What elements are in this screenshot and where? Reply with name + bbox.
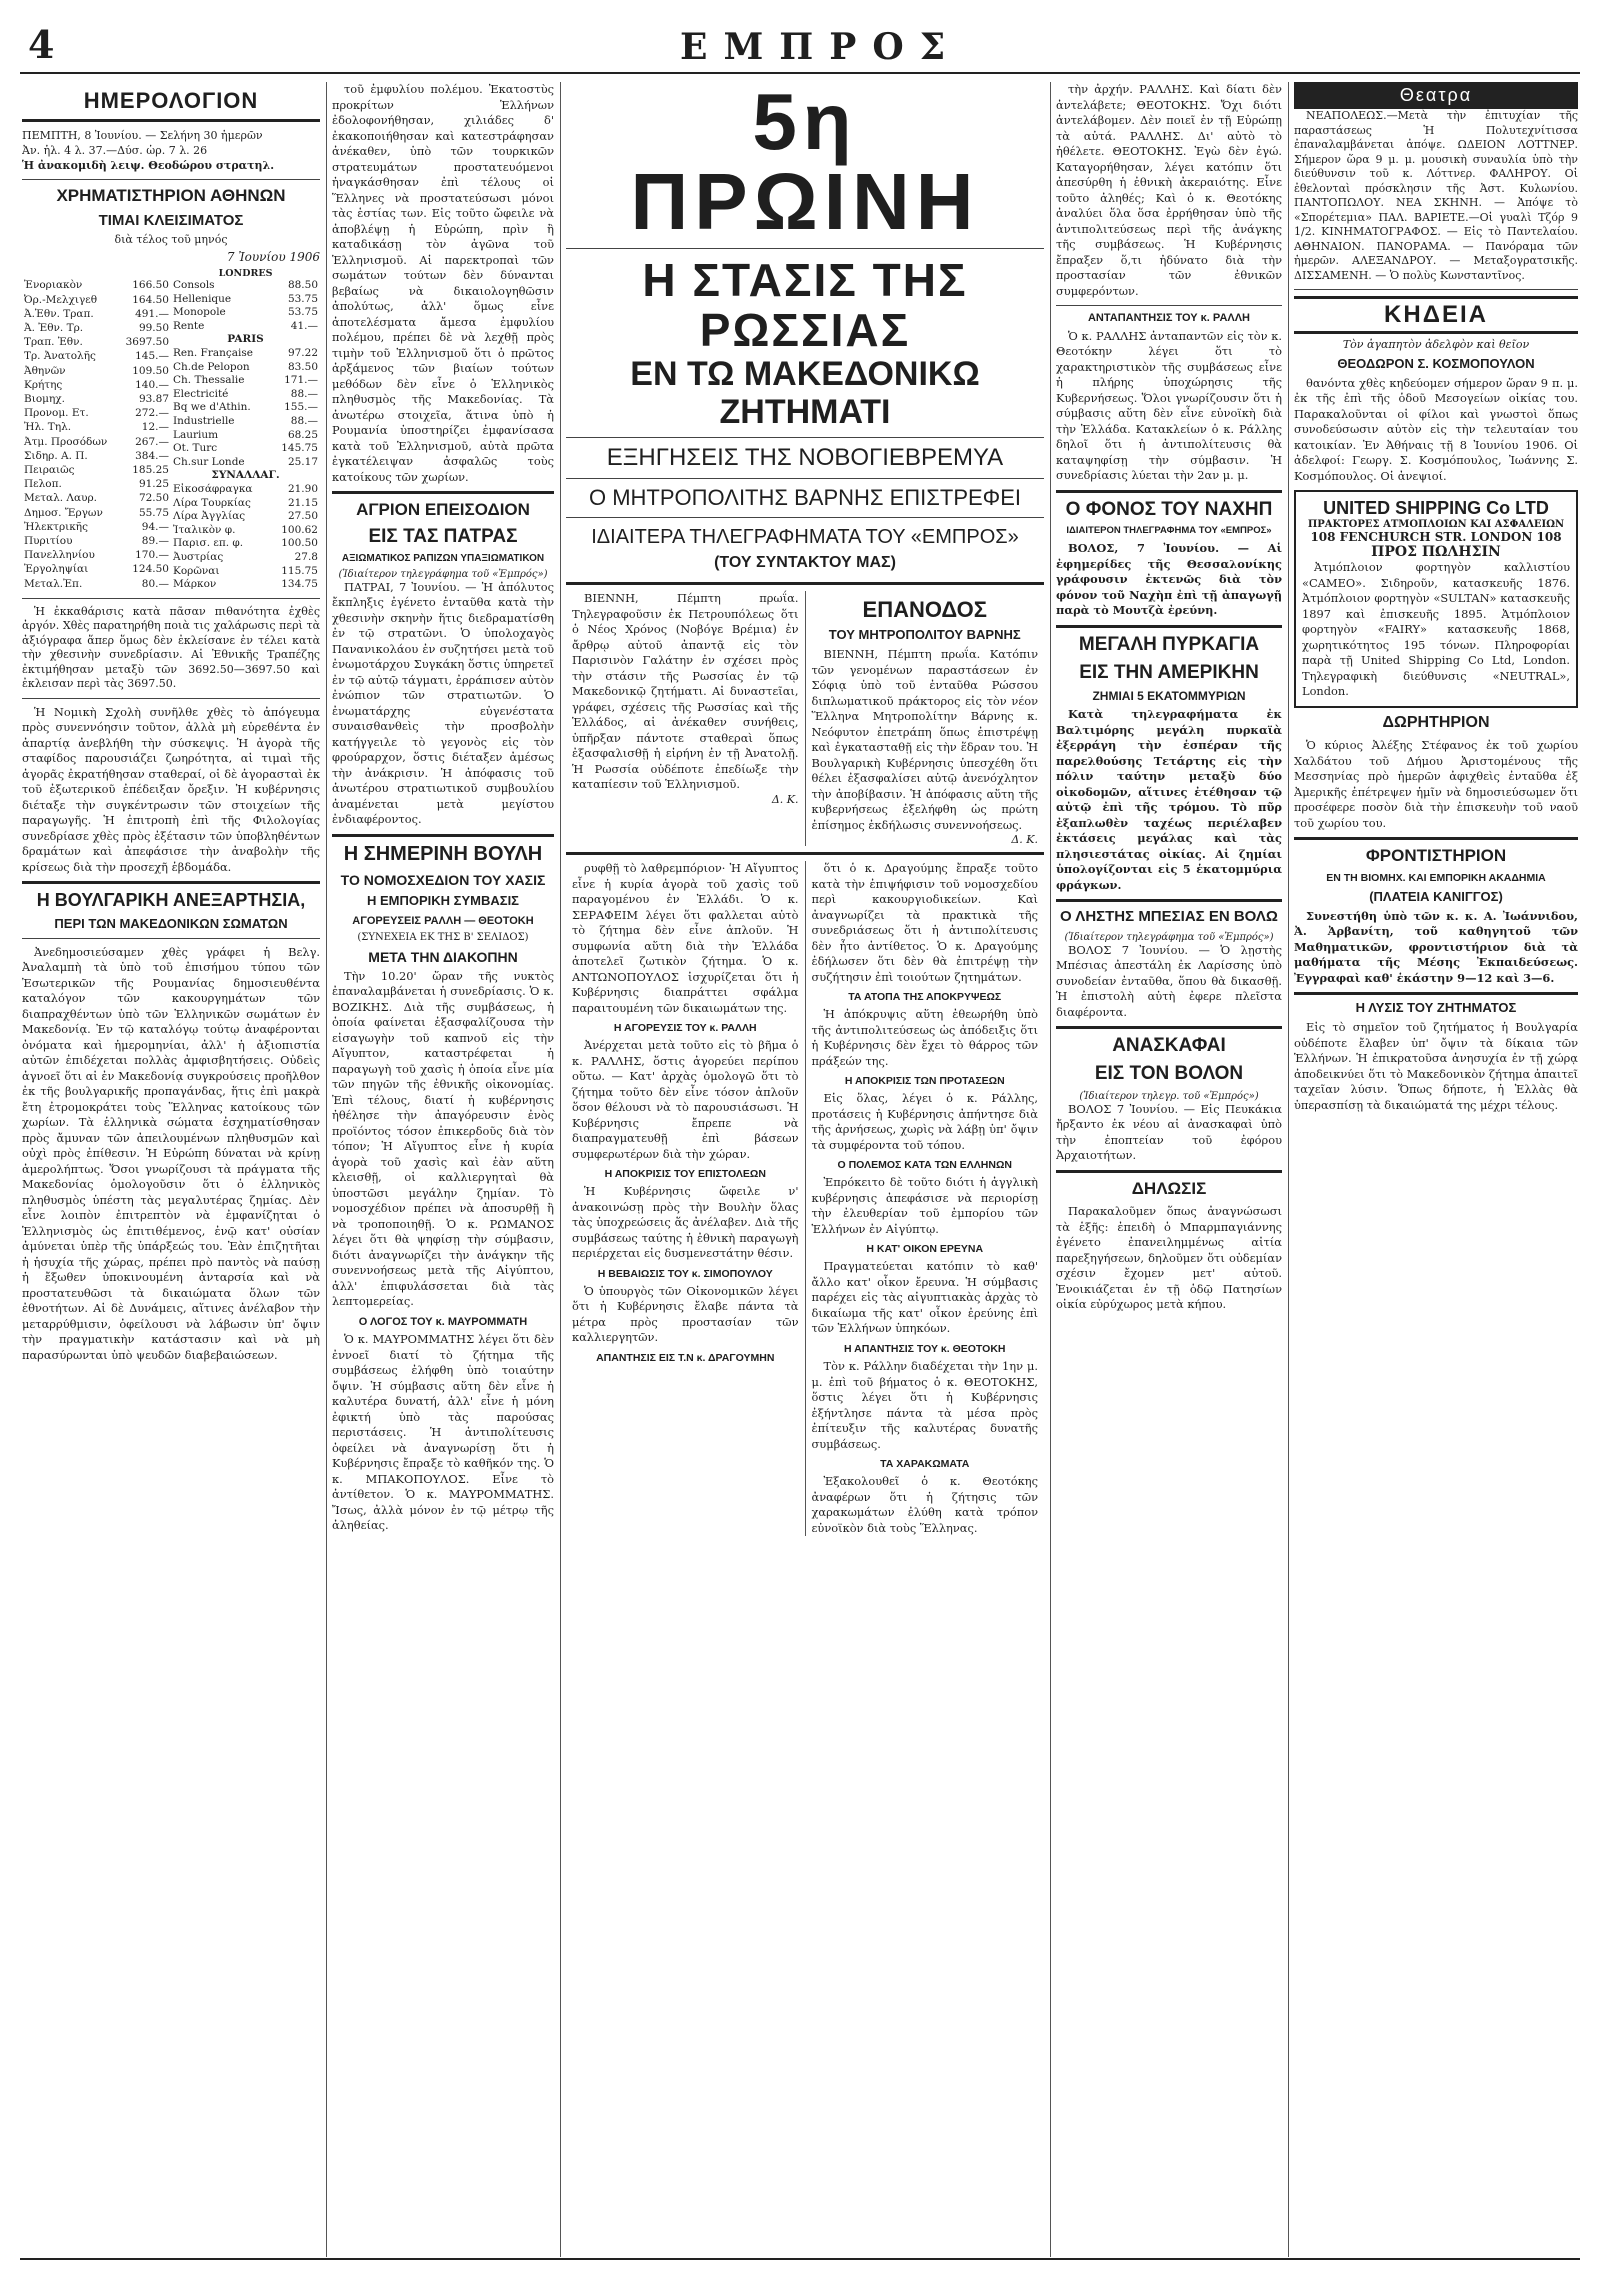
rates-group-header xyxy=(171,333,320,347)
rates-row xyxy=(171,524,320,538)
rates-label: Rente xyxy=(173,319,205,332)
rates-row xyxy=(22,535,171,549)
bottom-rule xyxy=(20,2258,1580,2260)
column-rule xyxy=(1050,82,1051,2257)
headline-tertiary: ΕΝ ΤΩ ΜΑΚΕΔΟΝΙΚΩ ΖΗΤΗΜΑΤΙ xyxy=(630,355,980,431)
section-title: ΔΩΡΗΤΗΡΙΟΝ xyxy=(1382,713,1490,731)
calendar-line: Ἀν. ἡλ. 4 λ. 37.—Δύσ. ὡρ. 7 λ. 26 xyxy=(22,144,208,158)
section-title: ΕΙΣ ΤΟΝ ΒΟΛΟΝ xyxy=(1094,1062,1244,1084)
section-title: ΑΓΡΙΟΝ ΕΠΕΙΣΟΔΙΟΝ xyxy=(356,500,530,519)
rates-row xyxy=(171,320,320,334)
rates-value: 21.15 xyxy=(287,496,318,509)
rates-label: Προνομ. Ετ. xyxy=(24,407,89,420)
section-subtitle: Η ΑΠΟΚΡΙΣΙΣ ΤΟΥ ΕΠΙΣΤΟΛΕΩΝ xyxy=(604,1168,766,1181)
column-rule xyxy=(560,82,561,2257)
rates-row xyxy=(171,456,320,470)
rates-label: Πειραιῶς xyxy=(24,464,75,477)
rates-value: 99.50 xyxy=(138,322,169,334)
rates-label: Laurium xyxy=(173,428,219,441)
rates-label: Hellenique xyxy=(173,292,232,305)
funeral-subtitle: Τὸν ἀγαπητὸν ἀδελφὸν καὶ θεῖον xyxy=(1342,338,1530,351)
rates-row xyxy=(171,551,320,565)
section-subtitle: ΑΓΟΡΕΥΣΕΙΣ ΡΑΛΛΗ — ΘΕΟΤΟΚΗ xyxy=(352,914,534,927)
headline-sub: ΙΔΙΑΙΤΕΡΑ ΤΗΛΕΓΡΑΦΗΜΑΤΑ ΤΟΥ «ΕΜΠΡΟΣ» xyxy=(591,526,1019,548)
column-3 xyxy=(566,82,1044,2252)
rates-value: 171.— xyxy=(284,374,318,387)
rates-value: 93.87 xyxy=(138,393,169,406)
rates-label: Ren. Française xyxy=(173,347,253,360)
article-paragraph: Τὸν κ. Ράλλην διαδέχεται τὴν 1ην μ. μ. ἐπὶ τοῦ βήματος ὁ κ. ΘΕΟΤΟΚΗΣ, ὅστις λέγει ὅτι ἡ Κυβέρνησις ἐξήντλησε πάντα τὰ μέσα πρὸς ἐπίτευξιν τῆς καλυτέρας δυνατῆς συμβάσεως. xyxy=(811,1359,1038,1451)
column-1 xyxy=(22,82,320,2252)
rates-row xyxy=(22,379,171,393)
headline-sub: Ο ΜΗΤΡΟΠΟΛΙΤΗΣ ΒΑΡΝΗΣ ΕΠΙΣΤΡΕΦΕΙ xyxy=(588,485,1022,510)
headline-secondary: Η ΣΤΑΣΙΣ ΤΗΣ ΡΩΣΣΙΑΣ xyxy=(642,254,968,356)
article-paragraph: Ὁ ὑπουργὸς τῶν Οἰκονομικῶν λέγει ὅτι ἡ Κυβέρνησις ἔλαβε πάντα τὰ μέτρα πρὸς προστασίαν τῶν καλλιεργητῶν. xyxy=(572,1283,799,1345)
rates-row xyxy=(171,361,320,375)
rates-value: 72.50 xyxy=(138,492,169,505)
divider xyxy=(22,881,320,884)
rates-value: 94.— xyxy=(141,520,169,533)
rates-label: Λίρα Ἀγγλίας xyxy=(173,510,246,523)
section-subtitle: ΤΟ ΝΟΜΟΣΧΕΔΙΟΝ ΤΟΥ ΧΑΣΙΣ xyxy=(340,871,546,888)
funeral-name: ΘΕΟΔΩΡΟΝ Σ. ΚΟΣΜΟΠΟΥΛΟΝ xyxy=(1337,356,1535,371)
signature: Δ. Κ. xyxy=(1011,833,1038,847)
rates-value: 21.90 xyxy=(287,483,318,495)
rates-value: 27.8 xyxy=(294,550,318,563)
subcolumn-right xyxy=(805,861,1045,1536)
section-subtitle: Η ΑΓΟΡΕΥΣΙΣ ΤΟΥ κ. ΡΑΛΛΗ xyxy=(613,1022,757,1035)
divider xyxy=(1294,837,1578,840)
signature: Δ. Κ. xyxy=(771,792,799,806)
headline-block xyxy=(566,82,1044,576)
section-title: ΕΙΣ ΤΗΝ ΑΜΕΡΙΚΗΝ xyxy=(1079,661,1259,683)
rates-value: 140.— xyxy=(135,378,169,391)
article-paragraph: τοῦ ἐμφυλίου πολέμου. Ἐκατοστὺς προκρίτων Ἑλλήνων ἐδολοφονήθησαν, χιλιάδες δ' ἐκακοποιήθησαν καὶ κατεστράφησαν ἀνέκαθεν, ὑπὸ τῶν τουρκικῶν στρατευμάτων προστατευόμενοι ἠναγκάσθησαν ἐπὶ τέλους οἱ Ἕλληνες νὰ προστατεύσωσι μόνοι τὰς ἑστίας των. Εἰς τοῦτο ὤφειλε νὰ ἀποβλέψῃ ἡ Εὐρώπη, πρὶν ἢ καταδικάσῃ τὸν ἀγῶνα τοῦ Ἑλληνισμοῦ. Αἱ παρεκτροπαὶ τῶν σωμάτων τούτων δὲν δύνανται βεβαίως νὰ δικαιολογηθῶσιν ἀπολύτως, ἀλλ' ὅμως εἶνε ἀποτελέσματα ἄμεσα ἐμφυλίου πολέμου, πρέπει δὲ νὰ λεχθῇ πρὸς τιμὴν τοῦ Ἑλληνισμοῦ ὅτι ὁ πρῶτος ἀρξάμενος τῶν βιαίων τούτων μεθόδων δὲν εἶνε ὁ Ἑλληνικὸς πληθυσμὸς τῆς Μακεδονίας. Τὰ ἀνωτέρω στοιχεῖα, ἅτινα ὑπὸ ἡ Ρουμανία ὑποστηρίζει ἐμφανίσασα κατὰ τοῦ Ἑλληνισμοῦ, αὐτὰ πρῶτα ἐγκατέλειψαν ἀσφαλῶς τοὺς κατοίκους τῶν χωρίων. xyxy=(332,82,554,484)
divider xyxy=(22,119,320,122)
calendar-title: ΗΜΕΡΟΛΟΓΙΟΝ xyxy=(83,88,259,113)
section-subtitle: ΑΝΤΑΠΑΝΤΗΣΙΣ ΤΟΥ κ. ΡΑΛΛΗ xyxy=(1087,312,1251,324)
rates-label: Ἀτμ. Προσόδων xyxy=(24,435,108,448)
column-rule xyxy=(1288,82,1289,2257)
rates-row xyxy=(22,293,171,307)
rates-value: 88.— xyxy=(290,415,318,428)
rates-label: Πανελληνίου xyxy=(24,549,95,562)
rates-label: Κρήτης xyxy=(24,378,63,391)
rates-subtitle: διὰ τέλος τοῦ μηνός xyxy=(114,233,228,247)
rates-value: 12.— xyxy=(141,421,169,434)
rates-value: 97.22 xyxy=(287,347,318,360)
lower-subcolumns xyxy=(566,861,1044,1536)
rates-row xyxy=(171,306,320,320)
article-paragraph: ΒΟΛΟΣ 7 Ἰουνίου. — Ὁ λῃστὴς Μπέσιας ἀπεστάλη ἐκ Λαρίσσης ὑπὸ συνοδείαν ἐνταῦθα, ὅπου θὰ δικασθῇ. Ἡ ἐπιστολὴ αὐτὴ ἐφερε πλεῖστα διαφέροντα. xyxy=(1056,942,1282,1019)
rates-row xyxy=(22,506,171,520)
rates-date: 7 Ἰουνίου 1906 xyxy=(226,250,320,265)
rates-row xyxy=(171,578,320,592)
rates-label: Δημοσ. Ἔργων xyxy=(24,506,103,519)
article-paragraph: Ὁ κ. ΜΑΥΡΟΜΜΑΤΗΣ λέγει ὅτι δὲν ἐννοεῖ διατί τὸ ζήτημα τῆς συμβάσεως ἐλήφθη ὑπὸ τοιαύτην ὄψιν. Ἡ σύμβασις αὕτη δὲν εἶνε ἡ καλυτέρα δυνατή, ἀλλ' εἶνε ἡ μόνη ἐφικτή ὑπὸ τὰς παρούσας περιστάσεις. Ἡ ἀντιπολίτευσις ὀφείλει νὰ ἀναγνωρίσῃ ὅτι ἡ Κυβέρνησις ἔπραξε τὸ καθῆκόν της. Ὁ κ. ΜΠΑΚΟΠΟΥΛΟΣ. Εἶνε τὸ ἀντίθετον. Ὁ κ. ΜΑΥΡΟΜΜΑΤΗΣ. Ἴσως, ἀλλὰ μόνον ἐν τῷ μέτρῳ τῆς ἀληθείας. xyxy=(332,1332,554,1533)
rates-value: 27.50 xyxy=(287,510,318,523)
section-subtitle: Η ΑΠΑΝΤΗΣΙΣ ΤΟΥ κ. ΘΕΟΤΟΚΗ xyxy=(844,1342,1006,1355)
article-paragraph: Ἡ ἀπόκρυψις αὕτη ἐθεωρήθη ὑπὸ τῆς ἀντιπολιτεύσεως ὡς ἀπόδειξις ὅτι ἡ Κυβέρνησις δὲν ἔχει τὸ θάρρος τῶν πράξεών της. xyxy=(811,1007,1038,1068)
rates-value: 491.— xyxy=(135,307,169,320)
rates-value: 272.— xyxy=(135,407,169,420)
rates-row xyxy=(171,429,320,443)
rates-row xyxy=(22,464,171,478)
article-paragraph: ΒΟΛΟΣ 7 Ἰουνίου. — Εἰς Πευκάκια ἤρξαντο ἐκ νέου αἱ ἀνασκαφαὶ ὑπὸ τὴν ἐποπτείαν τοῦ ἐφόρου Ἀρχαιοτήτων. xyxy=(1056,1101,1282,1163)
rates-note: Ἡ ἐκκαθάρισις κατὰ πᾶσαν πιθανότητα ἐχθὲς ἀργόν. Χθὲς παρατηρήθη ποιὰ τις χαλάρωσις περὶ τὰ ἀξιόγραφα ἅπερ ὅμως δὲν ἐκλείσανε ἐν τέλει κατὰ τὴν χθεσινὴν συνεδρίασιν. Αἱ Ἐθνικῆς Τραπέζης ἐκτιμήθησαν μεταξὺ τῶν 3692.50—3697.50 καὶ ἐκλεισαν περὶ τὰς 3697.50. xyxy=(22,604,320,691)
rates-value: 164.50 xyxy=(132,293,169,306)
section-subtitle: ΠΕΡΙ ΤΩΝ ΜΑΚΕΔΟΝΙΚΩΝ ΣΩΜΑΤΩΝ xyxy=(54,915,288,931)
rates-row xyxy=(22,492,171,506)
section-subtitle: Ο ΛΟΓΟΣ ΤΟΥ κ. ΜΑΥΡΟΜΜΑΤΗ xyxy=(358,1315,528,1328)
divider xyxy=(566,517,1044,518)
exchange-title: ΧΡΗΜΑΤΙΣΤΗΡΙΟΝ ΑΘΗΝΩΝ xyxy=(56,186,286,206)
section-source: (Ἰδιαίτερον τηλεγράφημα τοῦ «Ἐμπρός») xyxy=(1064,931,1274,943)
rates-label: Πελοπ. xyxy=(24,478,62,491)
article-paragraph: θανόντα χθὲς κηδεύομεν σήμερον ὥραν 9 π. μ. ἐκ τῆς ἐπὶ τῆς ὁδοῦ Μεσογείων οἰκίας του. Παρακαλοῦνται οἱ φίλοι καὶ γνωστοὶ ὅπως συνοδεύσωσιν αὐτὸν εἰς τὴν τελευταίαν του κατοικίαν. Ἐν Ἀθήναις τῇ 8 Ἰουνίου 1906. Οἱ ἀδελφοί: Γεωργ. Σ. Κοσμόπουλος, Ἰωάννης Σ. Κοσμόπουλος. Οἱ ἀνεψιοί. xyxy=(1294,375,1578,483)
rates-value: 55.75 xyxy=(138,506,169,519)
rates-value: 100.62 xyxy=(281,523,318,536)
rates-row xyxy=(22,450,171,464)
rates-label: Βιομηχ. xyxy=(24,393,65,406)
article-paragraph: Ἐξακολουθεῖ ὁ κ. Θεοτόκης ἀναφέρων ὅτι ἡ ζήτησις τῶν χαρακωμάτων ἐλύθη κατὰ τρόπον εὐνοϊκὸν διὰ τοὺς Ἕλληνας. xyxy=(811,1474,1038,1535)
section-title: Ο ΛΗΣΤΗΣ ΜΠΕΣΙΑΣ ΕΝ ΒΟΛΩ xyxy=(1060,908,1278,926)
column-2 xyxy=(332,82,554,2252)
funeral-banner: ΚΗΔΕΙΑ xyxy=(1294,296,1578,334)
rates-value: 53.75 xyxy=(287,306,318,319)
ad-title: UNITED SHIPPING Co LTD xyxy=(1323,498,1549,519)
rates-label: Εἰκοσάφραγκα xyxy=(173,483,253,495)
rates-label: Τρ. Ἀνατολῆς xyxy=(24,350,96,363)
divider xyxy=(1056,625,1282,628)
rates-row xyxy=(171,483,320,497)
rates-value: 3697.50 xyxy=(125,336,169,349)
rates-row xyxy=(171,442,320,456)
article-paragraph: ΒΟΛΟΣ, 7 Ἰουνίου. — Αἱ ἐφημερίδες τῆς Θεσσαλονίκης γράφουσιν ἐκτενῶς διὰ τὸν φόνον τοῦ Ναχὴπ ἐπὶ τῇ ἀπαγωγῇ παρὰ τὸ Μουτζὰ ἐρεύνη. xyxy=(1056,541,1282,618)
section-subtitle: Η ΒΕΒΑΙΩΣΙΣ ΤΟΥ κ. ΣΙΜΟΠΟΥΛΟΥ xyxy=(597,1267,773,1280)
rates-label: Ἰταλικὸν φ. xyxy=(173,523,236,536)
rates-label: Ch. Thessalie xyxy=(173,374,245,387)
section-subtitle: ΕΝ ΤΗ ΒΙΟΜΗΧ. ΚΑΙ ΕΜΠΟΡΙΚΗ ΑΚΑΔΗΜΙΑ xyxy=(1326,871,1546,884)
article-paragraph: Παρακαλοῦμεν ὅπως ἀναγνώσωσι τὰ ἑξῆς: ἐπειδὴ ὁ Μπαρμπαγιάννης ἐγένετο ἐπανειλημμένως αἰτία παρεξηγήσεων, δηλοῦμεν ὅτι οὐδεμίαν σχέσιν ἔχομεν μετ' αὐτοῦ. Ἐνοικιάζεται ἐν τῇ ὁδῷ Πατησίων οἰκία εὐρύχωρος μετὰ κήπου. xyxy=(1056,1204,1282,1312)
article-paragraph: ΠΑΤΡΑΙ, 7 Ἰουνίου. — Ἡ ἀπόλυτος ἔκπληξις ἐγένετο ἐνταῦθα κατὰ τὴν χθεσινὴν σκηνὴν ἥτις διεδραματίσθη ἐν τῷ στρατῶνι. Ὁ ὑπολοχαγὸς Πανανικολάου ἐν συζητήσει μετὰ τοῦ ἐνωμοτάρχου Συγκάκη ὅστις ὑπηρετεῖ ἐν τῷ αὐτῷ τάγματι, ἐρράπισεν αὐτὸν ἐνώπιον τῶν στρατιωτῶν. Ὁ ἐνωματάρχης εὐγενέστατα συναισθανθεὶς τὴν προσβολὴν κατήγγειλε τὸ γεγονὸς εἰς τὸν φρούραρχον, ὅστις διέταξεν ἀμέσως τὴν ἀνάκρισιν. Ἡ ἀπόφασις τοῦ ἀνωτέρου στρατιωτικοῦ συμβουλίου ἀναμένεται μετὰ μεγίστου ἐνδιαφέροντος. xyxy=(332,579,554,827)
article-paragraph: Εἰς τὸ σημεῖον τοῦ ζητήματος ἡ Βουλγαρία οὐδέποτε ἔλαβεν ὑπ' ὄψιν τὰ δίκαια τῶν Ἑλλήνων. Ἡ ἐπικρατοῦσα ἀνησυχία ἐν τῇ χώρᾳ ἀποδεικνύει ὅτι τὸ Μακεδονικὸν ζήτημα ἀπαιτεῖ ταχεῖαν λύσιν. Ὅπως δήποτε, ἡ Ἑλλὰς θὰ ὑπερασπίσῃ τὰ δικαιώματά της μέχρι τέλους. xyxy=(1294,1020,1578,1112)
divider xyxy=(1294,289,1578,290)
rates-title: ΤΙΜΑΙ ΚΛΕΙΣΙΜΑΤΟΣ xyxy=(98,211,244,229)
section-subtitle: ΖΗΜΙΑΙ 5 ΕΚΑΤΟΜΜΥΡΙΩΝ xyxy=(1092,688,1246,703)
column-5 xyxy=(1294,82,1578,2252)
rates-row xyxy=(171,279,320,293)
rates-label: Electricité xyxy=(173,387,229,400)
rates-value: 41.— xyxy=(290,319,318,332)
rates-value: 53.75 xyxy=(287,292,318,305)
section-title: ΕΠΑΝΟΔΟΣ xyxy=(862,597,987,622)
divider xyxy=(1056,1170,1282,1173)
article-paragraph: Εἰς ὅλας, λέγει ὁ κ. Ράλλης, προτάσεις ἡ Κυβέρνησις ἀπήντησε διὰ τῆς ἀρνήσεως, χωρὶς νὰ λάβῃ ὑπ' ὄψιν τὰ συμφέροντα τοῦ τόπου. xyxy=(811,1091,1038,1152)
rates-label: Ch.sur Londe xyxy=(173,455,245,468)
divider xyxy=(566,248,1044,249)
headline-sub: ΕΞΗΓΗΣΕΙΣ ΤΗΣ ΝΟΒΟΓΙΕΒΡΕΜΥΑ xyxy=(606,444,1004,471)
section-subtitle: ΑΠΑΝΤΗΣΙΣ ΕΙΣ Τ.Ν κ. ΔΡΑΓΟΥΜΗΝ xyxy=(596,1351,775,1364)
rates-group-label: PARIS xyxy=(227,333,264,346)
rates-value: 88.50 xyxy=(287,279,318,292)
ad-text: Ἀτμόπλοιον φορτηγὸν καλλιστίου «CAMEO». Σιδηροῦν, κατασκευῆς 1876. Ἀτμόπλοιον φορτηγὸν «SULTAN» κατασκευῆς 1897 καὶ ἐπισκευῆς 1895. Ἀτμόπλοιον φορτηγὸν «FAIRY» κατασκευῆς 1868, χωρητικότητος 195 τόνων. Πληροφορίαι παρὰ τῇ United Shipping Co Ltd, London. Τηλεγραφικὴ διεύθυνσις «NEUTRAL», London. xyxy=(1302,560,1570,699)
rates-london-label: LONDRES xyxy=(218,268,273,280)
divider xyxy=(22,938,320,939)
rates-row xyxy=(22,563,171,577)
article-paragraph: Πραγματεύεται κατόπιν τὸ καθ' ἄλλο κατ' οἶκον ἔρευνα. Ἡ σύμβασις παρέχει εἰς τὰς αἰγυπτιακὰς ἀρχὰς τὸ δικαίωμα τῆς κατ' οἶκον ἐρεύνης ἐπὶ τῶν Ἑλλήνων ὑπηκόων. xyxy=(811,1259,1038,1336)
section-subtitle: Η ΛΥΣΙΣ ΤΟΥ ΖΗΤΗΜΑΤΟΣ xyxy=(1355,1000,1517,1016)
section-title: ΕΙΣ ΤΑΣ ΠΑΤΡΑΣ xyxy=(368,525,518,547)
article-paragraph: Κατὰ τηλεγραφήματα ἐκ Βαλτιμόρης μεγάλη πυρκαϊὰ ἐξερράγη τὴν ἑσπέραν τῆς παρελθούσης Τετάρτης εἰς τὴν πόλιν ταύτην μεταξὺ δύο οἰκοδομῶν, αἵτινες ἐτέθησαν τῷ αὐτῷ ἐπὶ τῆς τρόμου. Τὸ πῦρ ἐξαπλωθὲν ταχέως περιέλαβεν ἐκτάσεις μεγάλας καὶ τὰς πλησιεστάτας οἰκίας. Αἱ ζημίαι ὑπολογίζονται εἰς 5 ἑκατομμύρια φράγκων. xyxy=(1056,707,1282,892)
article-paragraph: Ὁ κύριος Ἀλέξης Στέφανος ἐκ τοῦ χωρίου Χαλδάτου τοῦ Δήμου Ἀριστομένους τῆς Μεσσηνίας πρὸ ἡμερῶν ἀφιχθεὶς ἐνταῦθα ἐξ Ἀμερικῆς ἐπέτρεψεν ἡμῖν νὰ δημοσιεύσωμεν ὅτι προσέφερε ποσὸν διὰ τὴν ἐπισκευὴν τοῦ ναοῦ τοῦ χωρίου του. xyxy=(1294,738,1578,830)
rates-value: 185.25 xyxy=(132,464,169,477)
rates-row xyxy=(22,478,171,492)
section-title: ΦΡΟΝΤΙΣΤΗΡΙΟΝ xyxy=(1365,846,1507,866)
rates-label: Bq we d'Athin. xyxy=(173,401,251,414)
section-subtitle: Η ΚΑΤ' ΟΙΚΟΝ ΕΡΕΥΝΑ xyxy=(866,1243,984,1256)
rates-group-label: ΣΥΝΑΛΛΑΓ. xyxy=(211,469,280,482)
section-source: (Ἰδιαίτερον τηλεγράφημα τοῦ «Ἐμπρός») xyxy=(338,568,548,580)
rates-label: Ὀρ.-Μελχιγεθ xyxy=(24,293,98,306)
rates-label: Λίρα Τουρκίας xyxy=(173,496,251,509)
article-paragraph: Τὴν 10.20' ὥραν τῆς νυκτὸς ἐπαναλαμβάνεται ἡ συνεδρίασις. Ὁ κ. ΒΟΖΙΚΗΣ. Διὰ τῆς συμβάσεως, ἡ ὁποία φαίνεται ἐξασφαλίζουσα τὴν εἰσαγωγὴν τοῦ καπνοῦ εἰς τὴν Αἴγυπτον, καταστρέφεται ἡ παραγωγὴ τοῦ χασὶς ἡ ὁποία εἶνε μία τῶν πηγῶν τῆς ἐθνικῆς οἰκονομίας. Ἐπὶ τέλους, διατί ἡ κυβέρνησις ἠθέλησε τὴν ἀπαγόρευσιν ἐνὸς προϊόντος τόσον ἐπικερδοῦς διὰ τὸν τόπον; Ἡ Αἴγυπτος εἶνε ἡ κυρία ἀγορὰ τοῦ χασὶς καὶ ἐὰν αὕτη κλεισθῇ, οἱ καλλιεργηταὶ θὰ ὑποστῶσι μεγάλην ζημίαν. Τὸ νομοσχέδιον πρέπει νὰ ἀποσυρθῇ ἢ νὰ τροποποιηθῇ. Ὁ κ. ΡΩΜΑΝΟΣ λέγει ὅτι θὰ ψηφίσῃ τὴν σύμβασιν, διότι ἀναγνωρίζει τὴν ἀνάγκην τῆς συνεννοήσεως μετὰ τῆς Αἰγύπτου, ἀλλ' ἐπιφυλάσσεται διὰ τὰς λεπτομερείας. xyxy=(332,968,554,1309)
article-paragraph: τὴν ἀρχήν. ΡΑΛΛΗΣ. Καὶ δίατι δὲν ἀντελάβετε; ΘΕΟΤΟΚΗΣ. Ὄχι διότι ἀντελάβομεν. Δὲν ποιεῖ ἐν τῇ Εὐρώπῃ τὰ αὐτά. ΡΑΛΛΗΣ. Δι' αὐτὸ τὸ ἠθέλετε. ΘΕΟΤΟΚΗΣ. Ἐγὼ δὲν ἐγώ. Καταγορήθησαν, λέγει κατόπιν ὅτι ἀπεσύρθη ἡ ἐθνικὴ ἀκεραιότης. Εἶνε τοῦτο ἀληθές; Καὶ ὁ κ. Θεοτόκης ἀναλύει ὅλα ὅσα ἐρρήθησαν ὑπὸ τῆς ἀντιπολιτεύσεως περὶ τῆς ἀνάγκης τῆς συμβάσεως. Ἡ Κυβέρνησις ἔπραξεν ὅ,τι ἠδύνατο διὰ τὴν προστασίαν τῶν ἐθνικῶν συμφερόντων. xyxy=(1056,82,1282,298)
rates-row xyxy=(171,388,320,402)
rates-label: Consols xyxy=(173,279,215,292)
section-subtitle: ΤΑ ΑΤΟΠΑ ΤΗΣ ΑΠΟΚΡΥΨΕΩΣ xyxy=(848,991,1002,1004)
rates-value: 124.50 xyxy=(132,563,169,576)
section-title: Η ΣΗΜΕΡΙΝΗ ΒΟΥΛΗ xyxy=(343,842,543,865)
subcolumn-left xyxy=(566,861,805,1536)
rates-label: Μεταλ. Λαυρ. xyxy=(24,492,97,505)
subcolumn-right xyxy=(805,591,1045,846)
section-subtitle: ΤΟΥ ΜΗΤΡΟΠΟΛΙΤΟΥ ΒΑΡΝΗΣ xyxy=(828,627,1021,643)
article-paragraph: ρυφθῇ τὸ λαθρεμπόριον· Ἡ Αἴγυπτος εἶνε ἡ κυρία ἀγορὰ τοῦ χασὶς τοῦ παραγομένου ἐν Ἑλλάδι. Ὁ κ. ΣΕΡΑΦΕΙΜ λέγει ὅτι φαλλεται αὐτὸ τὸ ζήτημα δὲν εἶνε ἀπλοῦν. Ἡ συμφωνία αὕτη διὰ τὴν Ἑλλάδα ἀποτελεῖ ζωτικὸν ζήτημα. Ὁ κ. ΑΝΤΩΝΟΠΟΥΛΟΣ ἰσχυρίζεται ὅτι ἡ Κυβέρνησις διαπράττει σφάλμα παραιτουμένη τῶν δικαιωμάτων της. xyxy=(572,861,799,1015)
rates-value: 170.— xyxy=(135,549,169,562)
rates-value: 145.— xyxy=(135,350,169,363)
section-note: (ΣΥΝΕΧΕΙΑ ΕΚ ΤΗΣ Β' ΣΕΛΙΔΟΣ) xyxy=(357,931,529,943)
ad-forsale: ΠΡΟΣ ΠΩΛΗΣΙΝ xyxy=(1371,544,1501,561)
rates-label: Ἐνοριακὸν xyxy=(24,279,83,292)
rates-label: Ἐργοληψίαι xyxy=(24,563,89,576)
divider xyxy=(1056,305,1282,306)
rates-value: 25.17 xyxy=(287,455,318,468)
section-subtitle: ΑΞΙΩΜΑΤΙΚΟΣ ΡΑΠΙΖΩΝ ΥΠΑΞΙΩΜΑΤΙΚΟΝ xyxy=(341,553,545,565)
article-paragraph: ὅτι ὁ κ. Δραγούμης ἔπραξε τοῦτο κατὰ τὴν ἐπιψήφισιν τοῦ νομοσχεδίου περὶ κακουργιοδικείων. Καὶ ἀναγνωρίζει τὰ πρακτικὰ τῆς συνεδριάσεως ὅτι ἡ ἀντιπολίτευσις δὲν ἦτο ἀντίθετος. Ὁ κ. Δραγούμης ἐδήλωσεν ὅτι δὲν θὰ ἐπιτρέψῃ τὴν συζήτησιν ἐπὶ τοιούτων ζητημάτων. xyxy=(811,861,1038,984)
divider xyxy=(1056,1026,1282,1029)
section-title: Η ΒΟΥΛΓΑΡΙΚΗ ΑΝΕΞΑΡΤΗΣΙΑ, xyxy=(36,890,306,911)
rates-row xyxy=(22,350,171,364)
article-paragraph: Ἡ Κυβέρνησις ὤφειλε ν' ἀνακοινώσῃ πρὸς τὴν Βουλὴν ὅλας τὰς ὑποχρεώσεις ἅς ἀνέλαβεν. Διὰ τῆς συμβάσεως ταύτης ἡ ἐθνικὴ παραγωγὴ περιέρχεται εἰς δυσμενεστάτην θέσιν. xyxy=(572,1184,799,1261)
rates-value: 89.— xyxy=(141,535,169,548)
rates-label: Τραπ. Ἐθν. xyxy=(24,336,83,349)
divider xyxy=(1056,490,1282,493)
divider xyxy=(566,582,1044,585)
divider xyxy=(566,852,1044,855)
rates-label: Monopole xyxy=(173,306,226,319)
article-paragraph: Συνεστήθη ὑπὸ τῶν κ. κ. Α. Ἰωάννιδου, Ἀ. Ἀρβανίτη, τοῦ καθηγητοῦ τῶν Μαθηματικῶν, φροντιστήριον διὰ τὰ μαθήματα τῆς Μέσης Ἐκπαιδεύσεως. Ἐγγραφαὶ καθ' ἑκάστην 9—12 καὶ 3—6. xyxy=(1294,908,1578,985)
section-title: ΜΕΓΑΛΗ ΠΥΡΚΑΓΙΑ xyxy=(1078,633,1260,655)
subcolumn-left xyxy=(566,591,805,846)
rates-value: 267.— xyxy=(135,435,169,448)
rates-group-header xyxy=(171,469,320,483)
rates-left-table xyxy=(22,279,171,592)
rates-label: Ἀ.Ἐθν. Τραπ. xyxy=(24,307,94,320)
section-title: ΑΝΑΣΚΑΦΑΙ xyxy=(1112,1035,1226,1057)
rates-label: Ἀυστρίας xyxy=(173,550,224,563)
divider xyxy=(22,698,320,699)
rates-row xyxy=(171,565,320,579)
rates-row xyxy=(22,308,171,322)
rates-row xyxy=(171,374,320,388)
article-paragraph: Ἀνέρχεται μετὰ τοῦτο εἰς τὸ βῆμα ὁ κ. ΡΑΛΛΗΣ, ὅστις ἀγορεύει περίπου οὕτω. — Κατ' ἀρχὰς ὁμολογῶ ὅτι τὸ ζήτημα τοῦτο δὲν εἶνε τόσον ἀπλοῦν ὅσον θέλουσι νὰ τὸ παρουσιάσωσι. Ἡ Κυβέρνησις ἔπρεπε νὰ διαπραγματευθῇ ἐπὶ βάσεων συμφερωτέρων διὰ τὴν χώραν. xyxy=(572,1038,799,1161)
calendar-line: ΠΕΜΠΤΗ, 8 Ἰουνίου. — Σελήνη 30 ἡμερῶν xyxy=(22,129,263,143)
rates-header xyxy=(22,268,320,279)
divider xyxy=(1294,992,1578,995)
rates-row xyxy=(171,347,320,361)
theatre-banner: Θεατρα xyxy=(1294,82,1578,109)
rates-value: 384.— xyxy=(135,449,169,462)
rates-row xyxy=(171,415,320,429)
rates-label: Ἠλ. Τηλ. xyxy=(24,421,72,434)
rates-label: Ch.de Pelopon xyxy=(173,360,250,373)
shipping-advertisement xyxy=(1294,490,1578,708)
rates-row xyxy=(22,521,171,535)
rates-row xyxy=(22,421,171,435)
divider xyxy=(332,491,554,494)
rates-value: 91.25 xyxy=(138,478,169,491)
article-paragraph: ΒΙΕΝΝΗ, Πέμπτη πρωΐα. Τηλεγραφοῦσιν ἐκ Πετρουπόλεως ὅτι ὁ Νέος Χρόνος (Νοβόγε Βρέμια) ἐν ἄρθρῳ αὐτοῦ ἀπαντᾷ εἰς τὸν Παρισινὸν Γαλάτην ἐν σχέσει πρὸς τὴν στάσιν τῆς Ρωσσίας ἐν τῷ Μακεδονικῷ ζητήματι. Αἱ δυναστεῖαι, γράφει, σχέσεις τῆς Ρωσσίας καὶ τῆς Ἑλλάδος, αἱ ἀνέκαθεν συνήθεις, ὑπῆρξαν πάντοτε σταθεραὶ ὅπως ἐξασφαλισθῇ ἡ εἰρήνη ἐν τῇ Ἀνατολῇ. Ἡ Ρωσσία οὐδέποτε ἐπεδίωξε τὴν καταπίεσιν τοῦ Ἑλληνισμοῦ. xyxy=(572,591,799,791)
rates-label: Μεταλ.Ἐπ. xyxy=(24,577,83,590)
rates-value: 100.50 xyxy=(281,537,318,550)
section-source: (Ἰδιαίτερον τηλεγρ. τοῦ «Ἐμπρός») xyxy=(1079,1090,1259,1102)
rates-label: Παρισ. επ. φ. xyxy=(173,537,244,550)
rates-label: Ἀ. Ἐθν. Τρ. xyxy=(24,322,84,334)
rates-row xyxy=(171,510,320,524)
rates-value: 83.50 xyxy=(287,360,318,373)
calendar-line: Ἡ ἀνακομιδὴ λειψ. Θεοδώρου στρατηλ. xyxy=(22,159,275,173)
divider xyxy=(22,179,320,180)
rates-label: Industrielle xyxy=(173,415,235,428)
rates-row xyxy=(22,549,171,563)
section-title: Ο ΦΟΝΟΣ ΤΟΥ ΝΑΧΗΠ xyxy=(1065,498,1273,520)
divider xyxy=(566,437,1044,438)
divider xyxy=(22,598,320,599)
article-paragraph: ΝΕΑΠΟΛΕΩΣ.—Μετὰ τὴν ἐπιτυχίαν τῆς παραστάσεως Ἡ Πολυτεχνίτισσα ἐπαναλαμβάνεται ἀπόψε. ΩΔΕΙΟΝ ΛΟΤΤΝΕΡ. Σήμερον ὥρα 9 μ. μ. μουσικὴ συναυλία ὑπὸ τὴν διεύθυνσιν τοῦ κ. Λόττνερ. ΦΑΛΗΡΟΥ. Οἱ ἐθελονταὶ πρόσκλησιν τῆς Ἀστ. Κυλωνίου. ΠΑΝΤΟΠΩΛΟΥ. ΝΕΑ ΣΚΗΝΗ. — Ἀπόψε τὸ «Σπορέτεμια» ΠΑΛ. ΒΑΡΙΕΤΕ.—Οἱ γυαλὶ Τζόρ 9 1/2. ΚΙΝΗΜΑΤΟΓΡΑΦΟΣ. — Εἰς τὸ Παντελαίου. ΑΘΗΝΑΙΟΝ. ΠΑΝΟΡΑΜΑ. — Πανόραμα τῶν ἡμερῶν. ΑΛΕΞΑΝΔΡΟΥ. — Μεταξογρατσικῆς. ΔΙΣΣΑΜΕΝΗ. — Ὁ πολὺς Κωνσταντῖνος. xyxy=(1294,109,1578,282)
rates-row xyxy=(22,435,171,449)
article-paragraph: Ἀνεδημοσιεύσαμεν χθὲς γράφει ἡ Βελγ. Ἀναλαμπὴ τὰ ὑπὸ τοῦ ἐπισήμου τύπου τῶν Ἐσωτερικῶν τῆς Ρουμανίας δημοσιευθέντα καταλόγον τῶν κακουργημάτων τῶν διαπραχθέντων ὑπὸ τῶν Ἑλληνικῶν σωμάτων ἐν Μακεδονίᾳ. Ἐν τῷ καταλόγῳ τούτῳ ἀναφέρονται ὀνόματα καὶ ἡμερομηνίαι, ἀλλ' ἡ ἀξιοπιστία αὐτῶν ἐπιδέχεται πολλὰς ἀμφισβητήσεις. Οὐδεὶς ἀγνοεῖ ὅτι αἱ ἐν Μακεδονίᾳ συγκρούσεις προῆλθον ἐκ τῆς βουλγαρικῆς προπαγάνδας, ἥτις ἐπὶ μακρὰ ἔτη ἐτρομοκράτει τοὺς Ἕλληνας κατοίκους τῶν χωρίων. Τὰ ἑλληνικὰ σώματα ἐσχηματίσθησαν πρὸς ἄμυναν τῶν ἀπειλουμένων πληθυσμῶν καὶ οὐχὶ πρὸς ἐπίθεσιν. Ἡ Εὐρώπη δύναται νὰ κρίνῃ ἀμερολήπτως. Ὅσοι γνωρίζουσι τὰ πράγματα τῆς Μακεδονίας ὁμολογοῦσιν ὅτι ὁ ἑλληνικὸς πληθυσμὸς ὑπέστη τὰς μεγαλυτέρας ζημίας. Δὲν εἶνε λοιπὸν ἐπιτρεπτὸν νὰ ἐμφανίζηται ὁ Ἑλληνισμὸς ὡς ἐπιτιθέμενος, ἐνῷ κατ' οὐσίαν ἀμύνεται ὑπὲρ τῆς ὑπάρξεώς του. Ἐὰν ἐπιζητῆται ἡ ἡσυχία τῆς χώρας, πρέπει πρὸ παντὸς νὰ παύσῃ ἡ ἔξωθεν ὑποκινουμένη ἀνταρσία καὶ νὰ προστατευθῶσι τὰ δικαιώματα ὅλων τῶν ἐθνοτήτων. Αἱ δὲ Δυνάμεις, αἵτινες ἀνέλαβον τὴν μεταρρύθμισιν, ὀφείλουσι νὰ λάβωσιν ὑπ' ὄψιν τὴν πραγματικὴν κατάστασιν καὶ νὰ μὴ παρασύρωνται ὑπὸ ψευδῶν διαβεβαιώσεων. xyxy=(22,944,320,1362)
rates-label: Ot. Turc xyxy=(173,442,218,455)
divider xyxy=(1056,899,1282,902)
rates-row xyxy=(22,577,171,591)
page-number: 4 xyxy=(28,22,55,67)
article-paragraph: ΒΙΕΝΝΗ, Πέμπτη πρωΐα. Κατόπιν τῶν γενομένων παραστάσεων ἐν Σόφιᾳ ὑπὸ τοῦ ἐνταῦθα Ρώσσου διπλωματικοῦ πράκτορος εἰς τὸν νέον Ἕλληνα Μητροπολίτην Βάρνης κ. Νεόφυτον ἐπετράπη ὅπως ἐπιστρέψῃ καὶ ἐγκατασταθῇ εἰς τὴν ἕδραν του. Ἡ Βουλγαρικὴ Κυβέρνησις ὑπεσχέθη ὅτι θέλει ἐξασφαλίσει αὐτῷ ἀνενόχλητον τὴν ἀποβίβασιν. Ἡ ἀπόφασις αὕτη τῆς κυβερνήσεως ἐξελήφθη ὡς πρώτη ἐπίσημος ἐκδήλωσις συνεννοήσεως. xyxy=(811,647,1038,832)
masthead-title: ΕΜΠΡΟΣ xyxy=(680,26,962,68)
ad-subtitle: ΠΡΑΚΤΟΡΕΣ ΑΤΜΟΠΛΟΙΩΝ ΚΑΙ ΑΣΦΑΛΕΙΩΝ xyxy=(1307,519,1565,531)
rates-label: Ἀθηνῶν xyxy=(24,364,66,377)
section-title: ΔΗΛΩΣΙΣ xyxy=(1131,1178,1207,1198)
rates-row xyxy=(171,401,320,415)
rates-table xyxy=(22,279,320,592)
rates-value: 155.— xyxy=(284,401,318,414)
article-paragraph: Ἡ Νομικὴ Σχολὴ συνῆλθε χθὲς τὸ ἀπόγευμα πρὸς συνεννόησιν τοῦτον, ἀλλὰ μὴ εὑρεθέντα ἐν ἀπαρτίᾳ ἀνεβλήθη τὴν σύσκεψις. Ἡ ἀγορὰ τῆς σταφίδος παρουσιάζει ζωηρότητα, αἱ τιμαὶ τῆς ἀγορᾶς ἐκρατήθησαν σταθεραί, οἱ δὲ ἀγορασταὶ ἐκ τοῦ ἐξωτερικοῦ ἐπέδειξαν ὄρεξιν. Ἡ κυβέρνησις διέταξε τὴν συγκέντρωσιν τῶν στοιχείων τῆς παραγωγῆς. Ἡ ἐπιτροπὴ ἐπὶ τῆς Φιλολογίας συνεδρίασε χθὲς πρὸς ἐξέτασιν τῶν ὑποβληθέντων δραμάτων καὶ ἀπεφάσισε τὴν ἀναβολὴν τῆς κρίσεως διὰ τὴν προσεχῆ ἑβδομάδα. xyxy=(22,704,320,874)
rates-label: Ἠλεκτρικῆς xyxy=(24,520,88,533)
rates-row xyxy=(171,497,320,511)
article-paragraph: Ὁ κ. ΡΑΛΛΗΣ ἀνταπαντῶν εἰς τὸν κ. Θεοτόκην λέγει ὅτι τὸ χαρακτηριστικὸν τῆς συμβάσεως εἶνε ἡ πλήρης ὑποχώρησις τῆς Κυβερνήσεως. Ὅλοι γνωρίζουσιν ὅτι ἡ σύμβασις αὕτη δὲν εἶνε εὐνοϊκὴ διὰ τὴν Ἑλλάδα. Κατακλείων ὁ κ. Ράλλης δηλοῖ ὅτι ἡ ἀντιπολίτευσις θὰ καταψηφίσῃ τὴν σύμβασιν. Ἡ συνεδρίασις λύεται τὴν 2αν μ. μ. xyxy=(1056,328,1282,483)
rates-row xyxy=(22,336,171,350)
headline-sub: (ΤΟΥ ΣΥΝΤΑΚΤΟΥ ΜΑΣ) xyxy=(714,554,896,571)
rates-value: 80.— xyxy=(141,577,169,590)
rates-row xyxy=(22,322,171,336)
rates-row xyxy=(171,537,320,551)
rates-label: Πυριτίου xyxy=(24,535,73,548)
rates-row xyxy=(22,364,171,378)
rates-label: Σιδηρ. Α. Π. xyxy=(24,449,88,462)
rates-value: 68.25 xyxy=(287,428,318,441)
rates-value: 166.50 xyxy=(132,279,169,292)
rates-value: 115.75 xyxy=(281,564,318,577)
section-subtitle: (ΠΛΑΤΕΙΑ ΚΑΝΙΓΓΟΣ) xyxy=(1369,888,1503,904)
section-subtitle: Η ΑΠΟΚΡΙΣΙΣ ΤΩΝ ΠΡΟΤΑΣΕΩΝ xyxy=(844,1075,1005,1088)
rates-right-table xyxy=(171,279,320,592)
article-paragraph: Ἐπρόκειτο δὲ τοῦτο διότι ἡ ἀγγλικὴ κυβέρνησις ἀπεφάσισε νὰ περιορίσῃ τὴν ἐλευθερίαν τοῦ ἐμπορίου τῶν Ἑλλήνων ἐν Αἰγύπτῳ. xyxy=(811,1175,1038,1236)
rates-row xyxy=(22,279,171,293)
rates-row xyxy=(171,293,320,307)
section-subtitle: ΙΔΙΑΙΤΕΡΟΝ ΤΗΛΕΓΡΑΦΗΜΑ ΤΟΥ «ΕΜΠΡΟΣ» xyxy=(1066,525,1272,537)
rates-value: 145.75 xyxy=(281,442,318,455)
ad-address: 108 FENCHURCH STR. LONDON 108 xyxy=(1310,530,1562,545)
headline-subcolumns xyxy=(566,591,1044,846)
column-rule xyxy=(326,82,327,2257)
rates-row xyxy=(22,393,171,407)
column-4 xyxy=(1056,82,1282,2252)
rates-label: Μάρκον xyxy=(173,578,217,591)
rates-label: Κορῶναι xyxy=(173,564,220,577)
rates-value: 88.— xyxy=(290,387,318,400)
rates-value: 109.50 xyxy=(132,364,169,377)
section-subtitle: Η ΕΜΠΟΡΙΚΗ ΣΥΜΒΑΣΙΣ xyxy=(367,892,519,908)
divider xyxy=(332,834,554,837)
section-subtitle: Ο ΠΟΛΕΜΟΣ ΚΑΤΑ ΤΩΝ ΕΛΛΗΝΩΝ xyxy=(837,1159,1012,1172)
rates-value: 134.75 xyxy=(281,578,318,591)
section-subtitle: ΜΕΤΑ ΤΗΝ ΔΙΑΚΟΠΗΝ xyxy=(368,948,518,965)
section-subtitle: ΤΑ ΧΑΡΑΚΩΜΑΤΑ xyxy=(880,1458,970,1471)
masthead-rule xyxy=(20,72,1580,74)
headline-main: 5η ΠΡΩΙΝΗ xyxy=(630,82,980,246)
divider xyxy=(566,478,1044,479)
rates-row xyxy=(22,407,171,421)
